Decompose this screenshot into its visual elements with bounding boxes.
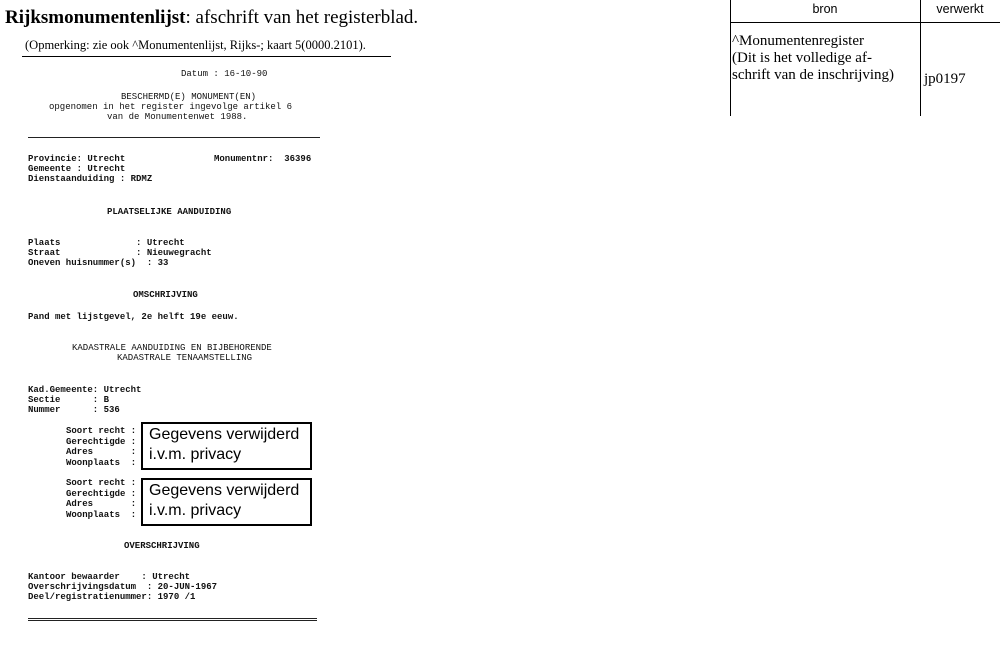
gemeente: Gemeente : Utrecht bbox=[28, 164, 126, 174]
table-header-rule bbox=[730, 22, 1000, 23]
omschrijving: Pand met lijstgevel, 2e helft 19e eeuw. bbox=[28, 312, 239, 322]
section-omschrijving: OMSCHRIJVING bbox=[133, 290, 198, 300]
heading-3: van de Monumentenwet 1988. bbox=[107, 112, 248, 122]
overschrijvingsdatum: Overschrijvingsdatum : 20-JUN-1967 bbox=[28, 582, 218, 592]
section-plaatselijke-aanduiding: PLAATSELIJKE AANDUIDING bbox=[107, 207, 232, 217]
datum: Datum : 16-10-90 bbox=[181, 69, 268, 79]
section-kadastraal-2: KADASTRALE TENAAMSTELLING bbox=[117, 353, 253, 363]
table-border-middle bbox=[920, 0, 921, 116]
section-kadastraal-1: KADASTRALE AANDUIDING EN BIJBEHORENDE bbox=[72, 343, 272, 353]
privacy-redaction-box-2: Gegevens verwijderd i.v.m. privacy bbox=[141, 478, 312, 526]
plaats: Plaats : Utrecht bbox=[28, 238, 185, 248]
bron-cell: ^Monumentenregister (Dit is het volledige af- schrift van de inschrijving) bbox=[732, 33, 895, 83]
table-border-left bbox=[730, 0, 731, 116]
remark-underline bbox=[22, 56, 391, 57]
kantoor-bewaarder: Kantoor bewaarder : Utrecht bbox=[28, 572, 191, 582]
deel-registratienummer: Deel/registratienummer: 1970 /1 bbox=[28, 592, 196, 602]
dienstaanduiding: Dienstaanduiding : RDMZ bbox=[28, 174, 153, 184]
nummer: Nummer : 536 bbox=[28, 405, 120, 415]
source-table bbox=[730, 0, 1000, 116]
straat: Straat : Nieuwegracht bbox=[28, 248, 212, 258]
title-bold: Rijksmonumentenlijst bbox=[5, 7, 186, 28]
heading-1: BESCHERMD(E) MONUMENT(EN) bbox=[121, 92, 257, 102]
rights-labels-1: Soort recht : Gerechtigde : Adres : Woonplaats : bbox=[66, 426, 137, 468]
huisnummer: Oneven huisnummer(s) : 33 bbox=[28, 258, 169, 268]
monumentnr: Monumentnr: 36396 bbox=[214, 154, 312, 164]
privacy-redaction-box-1: Gegevens verwijderd i.v.m. privacy bbox=[141, 422, 312, 470]
title-rest: : afschrift van het registerblad. bbox=[185, 7, 419, 28]
heading-2: opgenomen in het register ingevolge artikel 6 bbox=[49, 102, 293, 112]
remark-text: (Opmerking: zie ook ^Monumentenlijst, Rijks-; kaart 5(0000.2101). bbox=[25, 38, 366, 52]
column-header-verwerkt: verwerkt bbox=[936, 2, 984, 16]
section-overschrijving: OVERSCHRIJVING bbox=[124, 541, 200, 551]
page-title bbox=[5, 7, 418, 29]
column-header-bron: bron bbox=[812, 2, 838, 16]
closing-double-line bbox=[28, 618, 317, 621]
kad-gemeente: Kad.Gemeente: Utrecht bbox=[28, 385, 142, 395]
provincie: Provincie: Utrecht bbox=[28, 154, 126, 164]
verwerkt-cell: jp0197 bbox=[924, 71, 966, 87]
separator-line bbox=[28, 137, 320, 138]
sectie: Sectie : B bbox=[28, 395, 110, 405]
rights-labels-2: Soort recht : Gerechtigde : Adres : Woonplaats : bbox=[66, 478, 137, 520]
